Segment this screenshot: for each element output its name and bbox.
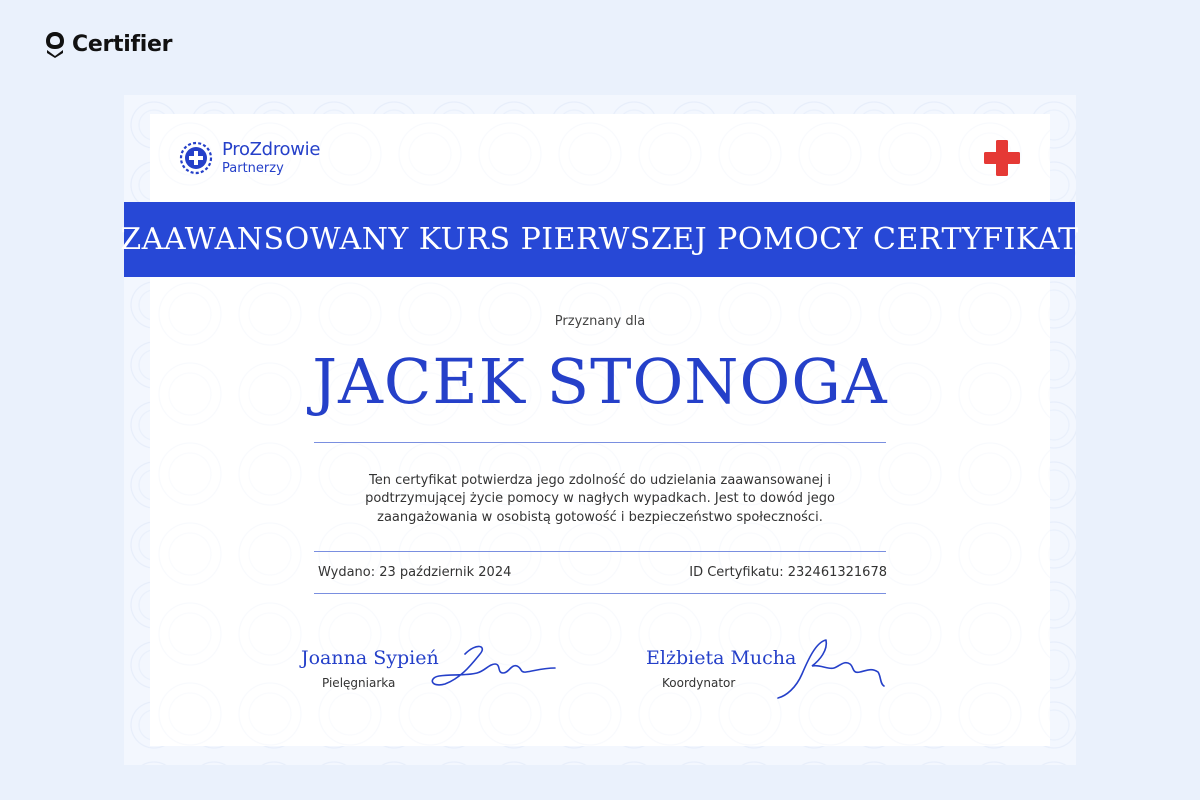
signatory-role: Pielęgniarka — [322, 676, 396, 690]
meta-divider-bottom — [314, 593, 886, 594]
red-cross-icon — [982, 138, 1022, 178]
issue-date: Wydano: 23 październik 2024 — [318, 565, 512, 580]
medical-cross-circle-icon — [178, 140, 214, 176]
certificate-id: ID Certyfikatu: 232461321678 — [689, 565, 887, 580]
certifier-brand — [44, 30, 172, 58]
signatory-name: Joanna Sypień — [301, 647, 439, 669]
signature-image — [768, 634, 890, 702]
brand-name: Certifier — [72, 31, 173, 57]
signatory-role: Koordynator — [662, 676, 736, 690]
certificate-title: ZAAWANSOWANY KURS PIERWSZEJ POMOCY CERTYFIKAT — [120, 222, 1079, 257]
recipient-name: JACEK STONOGA — [312, 345, 888, 418]
certificate-description: Ten certyfikat potwierdza jego zdolność do udzielania zaawansowanej i podtrzymującej życie pomocy w nagłych wypadkach. Jest to dowód jego zaangażowania w osobistą gotowość i bezpieczeństwo społeczności. — [365, 473, 835, 525]
signature-image — [425, 640, 560, 692]
organization-subtitle: Partnerzy — [222, 161, 284, 176]
meta-divider-top — [314, 551, 886, 552]
recipient-underline — [314, 442, 886, 443]
certificate-title-band — [120, 202, 1079, 277]
organization-logo — [178, 140, 320, 176]
signatory-name: Elżbieta Mucha — [646, 647, 797, 669]
organization-name: ProZdrowie — [222, 139, 321, 160]
certifier-logo-icon — [44, 30, 66, 58]
awarded-label: Przyznany dla — [554, 314, 646, 329]
